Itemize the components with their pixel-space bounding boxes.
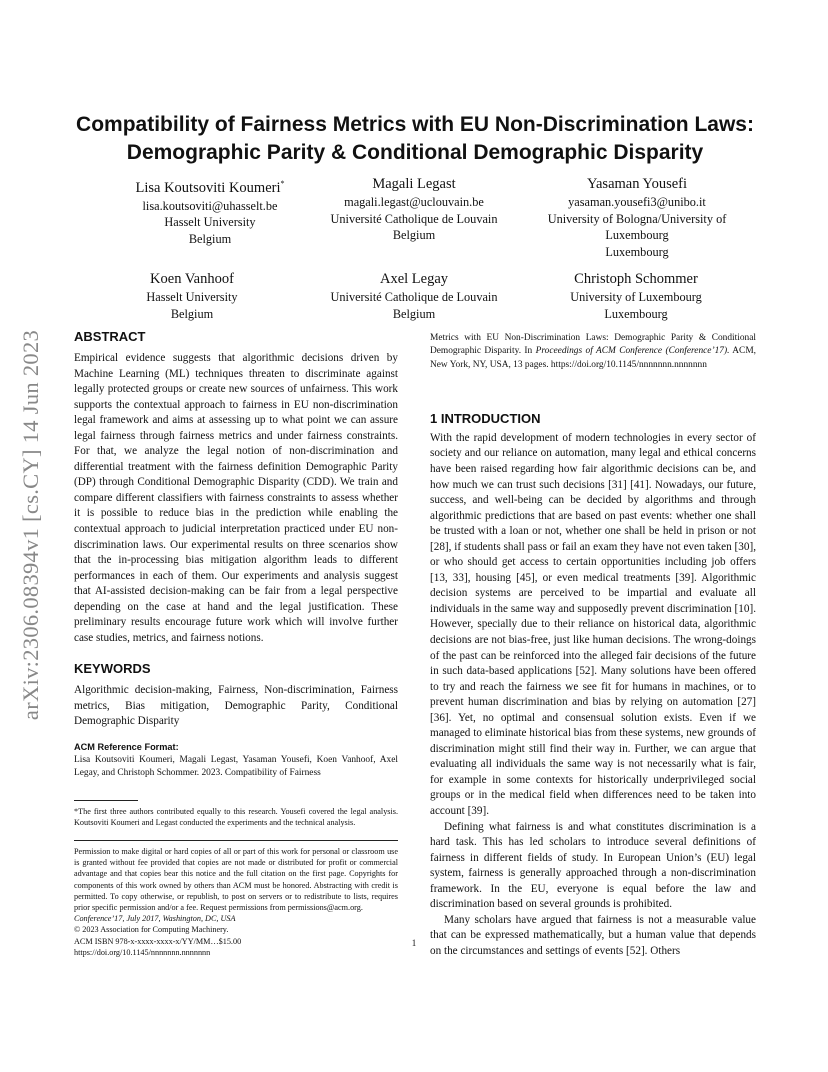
footnote-rule [74, 800, 138, 801]
right-column [430, 332, 756, 959]
permission-text: Permission to make digital or hard copies of all or part of this work for personal or classroom use is granted without fee provided that copies are not made or distributed for profit or commercial advantage and that copies bear this notice and the full citation on the first page. Copyrights for components of this work owned by others than ACM must be honored. Abstracting with credit is permitted. To copy otherwise, or republish, to post on servers or to redistribute to lists, requires prior specific permission and/or a fee. Request permissions from permissions@acm.org. [74, 847, 398, 913]
author-affiliation: Université Catholique de Louvain [330, 211, 498, 226]
intro-paragraph: Defining what fairness is and what constitutes discrimination is a hard task. This has led scholars to introduce several definitions of fairness in different fields of study. In European Union’s (EU) legal system, fairness is generally approached through a non-discrimination framework. In the EU, everyone is equal before the law and discrimination based on several grounds is prohibited. [430, 820, 756, 911]
isbn-line: ACM ISBN 978-x-xxxx-xxxx-x/YY/MM…$15.00 [74, 936, 242, 946]
acm-reference-heading: ACM Reference Format: [74, 742, 179, 753]
author-email: magali.legast@uclouvain.be [344, 195, 484, 209]
intro-paragraph: With the rapid development of modern technologies in every sector of society and our reliance on automation, many legal and ethical concerns have been raised regarding how fair algorithmic decisions can be, and how much we can trust such decisions [31] [41]. Nowadays, our future, success, and well-being can be decided by algorithms and through algorithmic predictions that are based on past events: whether one shall be trusted with a loan or not, whether one shall be held in prison or not [28], if students shall pass or fail an exam they have not even taken [30], or who should get access to certain opportunities including job offers [13, 33], housing [45], or even medical treatments [39]. Algorithmic decision systems are perceived to be impartial and evaluate all individuals in the same way and supposedly prevent discrimination [10]. However, specially due to their reliance on historical data, algorithmic decisions are not bias-free, just like human decisions. The wrong-doings of the past can be reinforced into the alleged fair decisions of the future in such data-based applications [52]. Many solutions have been offered to try and reach the fairness we see fit for humans in machines, or to prevent human discrimination and bias by relying on automation [27] [36]. Yet, no optimal and consensual solution exists. Even if we managed to eliminate historical bias from these systems, new grounds of discrimination might still find their way in. Further, we can argue that evaluating all individuals the same way is not necessarily what is fair, for example in some contexts for historically underprivileged social groups or in the medical field when differences need to be taken into account [39]. [430, 431, 756, 818]
acm-reference-text: Lisa Koutsoviti Koumeri, Magali Legast, Yasaman Yousefi, Koen Vanhoof, Axel Legay, and Christoph Schommer. 2023. Compatibility of Fairness [74, 755, 398, 779]
author-country: Belgium [392, 306, 436, 321]
author-name: Christoph Schommer [574, 271, 698, 287]
arxiv-stamp [10, 290, 52, 760]
author-block [526, 269, 746, 322]
author-block [82, 269, 302, 322]
footnote: *The first three authors contributed equally to this research. Yousefi covered the legal analysis. Koutsoviti Koumeri and Legast conducted the experiments and the technical analysis. [74, 806, 398, 827]
author-name: Koen Vanhoof [150, 271, 234, 287]
doi-line: https://doi.org/10.1145/nnnnnnn.nnnnnnn [74, 947, 211, 957]
abstract-heading: ABSTRACT [74, 329, 146, 344]
acm-reference [74, 741, 398, 781]
author-country: Belgium [188, 231, 232, 246]
author-block [304, 269, 524, 322]
author-block [527, 174, 747, 260]
left-column [74, 328, 398, 958]
abstract-text: Empirical evidence suggests that algorithmic decisions driven by Machine Learning (ML) techniques threaten to discriminate against legally protected groups or create new sources of unfairness. This work supports the contextual approach to fairness in EU non-discrimination legal framework and aims at assessing up to what point we can assure legal fairness through fairness metrics and under fairness constraints. For that, we analyze the legal notion of non-discrimination and differential treatment with the fairness definition Demographic Parity (DP) through Conditional Demographic Disparity (CDD). We train and compare different classifiers with fairness constraints to assess whether it is possible to reduce bias in the prediction while enabling the contextual approach to judicial interpretation practiced under EU non-discrimination laws. Our experimental results on three scenarios show that the in-processing bias mitigation algorithm leads to different performances in each of them. Our experiments and analysis suggest that AI-assisted decision-making can be fair from a legal perspective depending on the case at hand and the legal justification. These preliminary results encourage future work which will involve further case studies, metrics, and fairness notions. [74, 352, 398, 644]
author-country: Luxembourg [605, 244, 669, 259]
author-affiliation-cont: Luxembourg [605, 228, 669, 242]
author-mark: * [280, 179, 285, 188]
author-block [100, 174, 320, 247]
author-affiliation: Hasselt University [146, 290, 238, 304]
permission-rule [74, 840, 398, 841]
author-country: Belgium [392, 228, 436, 242]
author-country: Luxembourg [604, 306, 668, 321]
author-country: Belgium [170, 306, 214, 321]
arxiv-identifier: arXiv:2306.08394v1 [cs.CY] 14 Jun 2023 [18, 329, 43, 721]
author-block [304, 174, 524, 244]
author-name: Yasaman Yousefi [586, 176, 688, 192]
introduction-heading: 1 INTRODUCTION [430, 410, 541, 426]
page-number: 1 [411, 938, 417, 948]
permission-block [74, 846, 398, 958]
author-email: lisa.koutsoviti@uhasselt.be [142, 198, 278, 213]
author-affiliation: Hasselt University [164, 215, 256, 230]
keywords-text: Algorithmic decision-making, Fairness, Non-discrimination, Fairness metrics, Bias mitigation, Demographic Parity, Conditional Demographic Disparity [74, 684, 398, 728]
author-name: Lisa Koutsoviti Koumeri [135, 179, 281, 196]
copyright-line: © 2023 Association for Computing Machinery. [74, 925, 229, 935]
author-name: Magali Legast [372, 176, 456, 192]
intro-paragraph: Many scholars have argued that fairness is not a measurable value that can be expressed mathematically, but a human value that depends on the circumstances and settings of events [52]. Others [430, 913, 756, 957]
acm-reference-continued: Metrics with EU Non-Discrimination Laws: Demographic Parity & Conditional Demographic Disparity. In Proceedings of ACM Conference (Conference’17). ACM, New York, NY, USA, 13 pages. https://doi.org/10.1145/nnnnnnn.nnnnnnn [430, 333, 756, 370]
author-affiliation: Université Catholique de Louvain [330, 290, 498, 304]
keywords-heading: KEYWORDS [74, 661, 151, 677]
author-name: Axel Legay [379, 271, 449, 287]
author-email: yasaman.yousefi3@unibo.it [568, 195, 706, 209]
paper-title: Compatibility of Fairness Metrics with EU Non-Discrimination Laws: Demographic Parity & Conditional Demographic Disparity [76, 113, 754, 164]
conference-line: Conference’17, July 2017, Washington, DC, USA [74, 914, 236, 924]
author-affiliation: University of Bologna/University of [547, 211, 727, 226]
author-affiliation: University of Luxembourg [570, 290, 702, 304]
